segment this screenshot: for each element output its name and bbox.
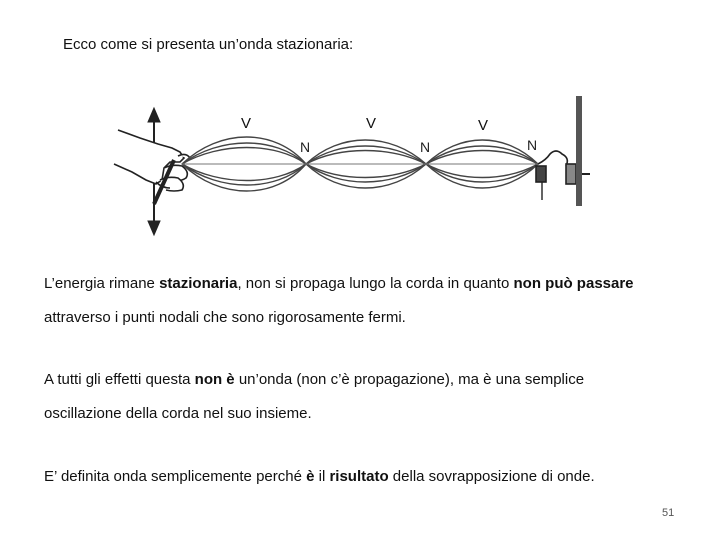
antinode-label-2: V bbox=[366, 115, 377, 132]
node-label-2: N bbox=[420, 139, 431, 155]
p3-text-3: della sovrapposizione di onde. bbox=[388, 468, 595, 485]
p2-text-1: A tutti gli effetti questa bbox=[44, 371, 195, 388]
antinode-label-3: V bbox=[478, 117, 489, 134]
p3-text-2: il bbox=[314, 468, 330, 485]
paragraph-1-line-1 bbox=[44, 275, 634, 293]
paragraph-3 bbox=[44, 468, 595, 486]
standing-wave-illustration bbox=[110, 92, 600, 242]
p1-text-2: , non si propaga lungo la corda in quanto bbox=[237, 275, 514, 292]
p3-bold-risultato: risultato bbox=[329, 468, 389, 485]
wave-lobes bbox=[182, 137, 538, 191]
p3-text-1: E’ definita onda semplicemente perché bbox=[44, 468, 307, 485]
wall-post bbox=[576, 96, 590, 206]
paragraph-2-line-1 bbox=[44, 371, 584, 389]
p1-text-1: L’energia rimane bbox=[44, 275, 160, 292]
wall-clamp bbox=[536, 151, 576, 200]
paragraph-2-line-2: oscillazione della corda nel suo insieme. bbox=[44, 405, 312, 422]
standing-wave-figure bbox=[110, 92, 600, 242]
p1-bold-non-puo-passare: non può passare bbox=[513, 275, 634, 292]
page-number: 51 bbox=[662, 507, 675, 519]
p1-bold-stazionaria: stazionaria bbox=[159, 275, 238, 292]
p2-text-2: un’onda (non c’è propagazione), ma è una semplice bbox=[234, 371, 585, 388]
node-label-3: N bbox=[527, 137, 538, 153]
node-label-1: N bbox=[300, 139, 311, 155]
antinode-label-1: V bbox=[241, 115, 252, 132]
hand-illustration bbox=[114, 130, 190, 191]
p3-bold-e: è bbox=[306, 468, 315, 485]
paragraph-1-line-2: attraverso i punti nodali che sono rigorosamente fermi. bbox=[44, 309, 406, 326]
p2-bold-non-e: non è bbox=[194, 371, 235, 388]
slide-title: Ecco come si presenta un’onda stazionaria: bbox=[63, 36, 354, 53]
